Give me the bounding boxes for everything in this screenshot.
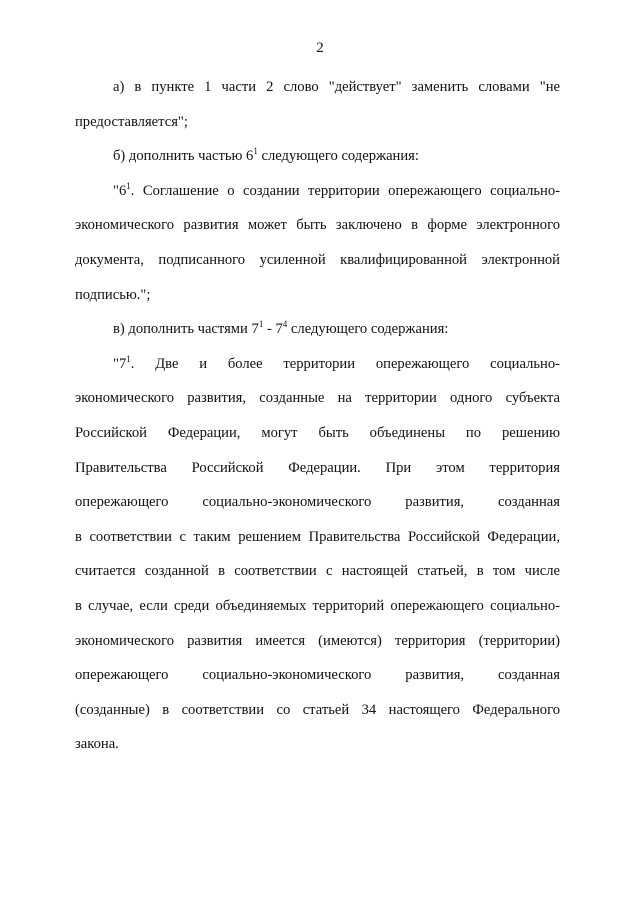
document-body bbox=[75, 70, 560, 762]
quote-7-1-line: Российской Федерации, могут быть объединены по решению bbox=[75, 424, 560, 441]
quote-7-1-line: экономического развития имеется (имеются) территория (территории) bbox=[75, 632, 560, 649]
quote-7-1-last-line: закона. bbox=[75, 736, 119, 753]
paragraph-item-a bbox=[75, 70, 560, 139]
quote-part-6-1 bbox=[75, 174, 560, 312]
page-number: 2 bbox=[316, 40, 324, 56]
item-c-superscript-1: 1 bbox=[258, 319, 264, 330]
item-c-superscript-4: 4 bbox=[282, 319, 288, 330]
quote-6-1-line-2: экономического развития может быть заключено в форме электронного bbox=[75, 217, 560, 234]
paragraph-item-c bbox=[75, 312, 560, 347]
quote-7-1-lead: "7 bbox=[113, 355, 127, 372]
quote-7-1-line: (созданные) в соответствии со статьей 34 настоящего Федерального bbox=[75, 701, 560, 718]
item-b-text-after: следующего содержания: bbox=[257, 148, 419, 165]
quote-7-1-line: считается созданной в соответствии с настоящей статьей, в том числе bbox=[75, 563, 560, 580]
item-c-text-after: следующего содержания: bbox=[287, 321, 449, 338]
paragraph-item-b bbox=[75, 139, 560, 174]
quote-7-1-line-1 bbox=[75, 347, 560, 382]
quote-6-1-line-3: документа, подписанного усиленной квалифицированной электронной bbox=[75, 251, 560, 268]
quote-6-1-superscript: 1 bbox=[126, 180, 131, 191]
item-c-dash: - 7 bbox=[263, 321, 283, 338]
quote-7-1-line: в соответствии с таким решением Правительства Российской Федерации, bbox=[75, 528, 560, 545]
quote-7-1-superscript: 1 bbox=[126, 353, 131, 364]
item-a-line-2: предоставляется"; bbox=[75, 113, 188, 130]
quote-6-1-line-1 bbox=[75, 174, 560, 209]
item-a-line-1: а) в пункте 1 части 2 слово "действует" заменить словами "не bbox=[113, 79, 560, 95]
quote-7-1-line: опережающего социально-экономического развития, созданная bbox=[75, 667, 560, 684]
item-b-superscript: 1 bbox=[253, 146, 258, 157]
quote-6-1-lead: "6 bbox=[113, 182, 127, 199]
quote-7-1-line: экономического развития, созданные на территории одного субъекта bbox=[75, 390, 560, 407]
quote-6-1-line-1-text: . Соглашение о создании территории опережающего социально- bbox=[130, 182, 560, 199]
quote-part-7-1 bbox=[75, 347, 560, 762]
quote-7-1-line: опережающего социально-экономического развития, созданная bbox=[75, 494, 560, 511]
quote-7-1-line: Правительства Российской Федерации. При этом территория bbox=[75, 459, 560, 476]
quote-7-1-line: в случае, если среди объединяемых территорий опережающего социально- bbox=[75, 597, 560, 614]
item-c-text: в) дополнить частями 7 bbox=[113, 321, 259, 338]
item-b-text: б) дополнить частью 6 bbox=[113, 148, 254, 165]
quote-6-1-line-4: подписью."; bbox=[75, 286, 151, 303]
quote-7-1-line-1-text: . Две и более территории опережающего социально- bbox=[130, 355, 560, 372]
